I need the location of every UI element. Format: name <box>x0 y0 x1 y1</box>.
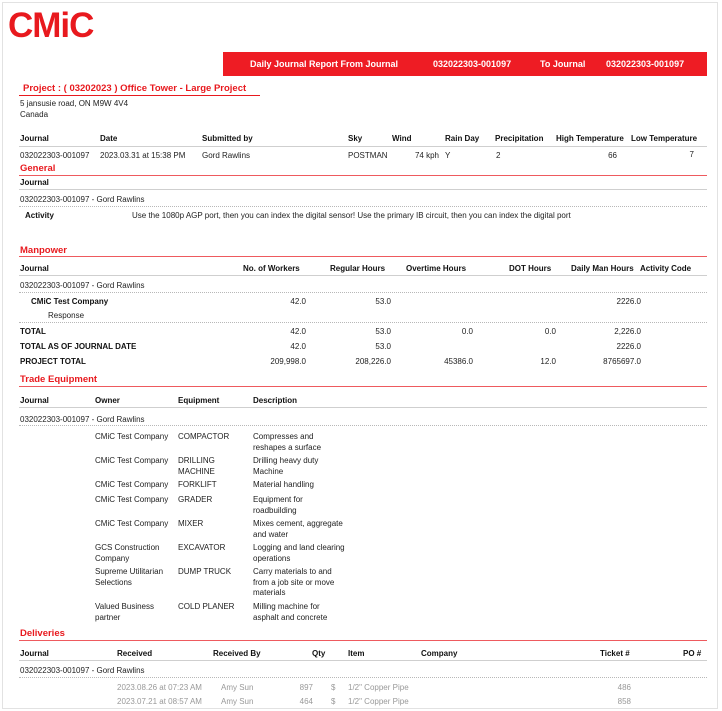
section-title-trade-equipment: Trade Equipment <box>20 374 98 385</box>
general-header-divider <box>19 189 707 190</box>
manpower-total-as-of-daily: 2226.0 <box>616 342 641 351</box>
manpower-project-total-overtime: 45386.0 <box>444 357 473 366</box>
section-title-general: General <box>20 163 56 174</box>
summary-header-sky: Sky <box>348 134 363 143</box>
summary-header-precipitation: Precipitation <box>495 134 544 143</box>
equipment-owner: CMiC Test Company <box>95 432 169 441</box>
manpower-company-regular: 53.0 <box>375 297 391 306</box>
equipment-name: COLD PLANER <box>178 602 235 611</box>
equipment-description: Mixes cement, aggregate and water <box>253 519 343 539</box>
manpower-total-as-of-label: TOTAL AS OF JOURNAL DATE <box>20 342 137 351</box>
report-banner <box>223 52 707 76</box>
project-title: Project : ( 03202023 ) Office Tower - Large Project <box>23 83 247 94</box>
manpower-header-regular: Regular Hours <box>330 264 386 273</box>
manpower-company-divider <box>19 322 707 323</box>
deliveries-header-po: PO # <box>683 649 702 658</box>
banner-from-label: Daily Journal Report From Journal <box>250 59 399 69</box>
summary-submitted-by: Gord Rawlins <box>202 151 251 160</box>
equipment-description: Equipment for roadbuilding <box>253 495 303 515</box>
equipment-header-journal: Journal <box>20 396 49 405</box>
project-address: 5 jansusie road, ON M9W 4V4 <box>20 99 129 108</box>
deliveries-header-journal: Journal <box>20 649 49 658</box>
equipment-name: GRADER <box>178 495 213 504</box>
manpower-header-journal: Journal <box>20 264 49 273</box>
manpower-company-workers: 42.0 <box>290 297 306 306</box>
manpower-project-total-regular: 208,226.0 <box>355 357 391 366</box>
equipment-owner: Valued Business partner <box>95 602 154 622</box>
manpower-project-total-workers: 209,998.0 <box>270 357 306 366</box>
general-journal-ref: 032022303-001097 - Gord Rawlins <box>20 195 145 204</box>
delivery-item: 1/2" Copper Pipe <box>348 683 409 692</box>
section-title-deliveries: Deliveries <box>20 628 65 639</box>
equipment-description: Compresses and reshapes a surface <box>253 432 322 452</box>
equipment-name: EXCAVATOR <box>178 543 226 552</box>
equipment-owner: GCS Construction Company <box>95 543 160 563</box>
equipment-name: FORKLIFT <box>178 480 217 489</box>
banner-to-label: To Journal <box>540 59 586 69</box>
summary-header-wind: Wind <box>392 134 412 143</box>
equipment-name: COMPACTOR <box>178 432 230 441</box>
equipment-description: Carry materials to and from a job site or move materials <box>253 567 335 597</box>
delivery-ticket: 486 <box>617 683 631 692</box>
equipment-description: Material handling <box>253 480 314 489</box>
project-title-underline <box>19 95 260 96</box>
delivery-received: 2023.07.21 at 08:57 AM <box>117 697 202 706</box>
delivery-item: 1/2" Copper Pipe <box>348 697 409 706</box>
manpower-company-name: CMiC Test Company <box>31 297 109 306</box>
equipment-dotted-divider <box>19 425 707 426</box>
summary-header-low-temperature: Low Temperature <box>631 134 698 143</box>
manpower-header-divider <box>19 275 707 276</box>
manpower-total-as-of-regular: 53.0 <box>375 342 391 351</box>
manpower-section-rule <box>19 256 707 257</box>
equipment-header-description: Description <box>253 396 298 405</box>
delivery-received-by: Amy Sun <box>221 683 254 692</box>
equipment-name: DUMP TRUCK <box>178 567 232 576</box>
deliveries-journal-ref: 032022303-001097 - Gord Rawlins <box>20 666 145 675</box>
manpower-total-workers: 42.0 <box>290 327 306 336</box>
equipment-header-divider <box>19 407 707 408</box>
trade-equipment-section-rule <box>19 386 707 387</box>
summary-header-submitted-by: Submitted by <box>202 134 253 143</box>
equipment-name: MIXER <box>178 519 204 528</box>
equipment-owner: CMiC Test Company <box>95 480 169 489</box>
banner-to-value: 032022303-001097 <box>606 59 685 69</box>
deliveries-header-ticket: Ticket # <box>600 649 630 658</box>
delivery-ticket: 858 <box>617 697 631 706</box>
summary-rain-day: Y <box>445 151 451 160</box>
summary-precipitation: 2 <box>496 151 501 160</box>
banner-from-value: 032022303-001097 <box>433 59 512 69</box>
manpower-total-regular: 53.0 <box>375 327 391 336</box>
summary-date: 2023.03.31 at 15:38 PM <box>100 151 186 160</box>
equipment-description: Milling machine for asphalt and concrete <box>253 602 328 622</box>
manpower-project-total-daily: 8765697.0 <box>603 357 641 366</box>
summary-low-temperature: 7 <box>689 150 694 159</box>
cmic-logo: CMiC <box>8 6 94 45</box>
deliveries-header-item: Item <box>348 649 365 658</box>
delivery-received: 2023.08.26 at 07:23 AM <box>117 683 202 692</box>
manpower-total-label: TOTAL <box>20 327 46 336</box>
manpower-total-as-of-workers: 42.0 <box>290 342 306 351</box>
equipment-header-equipment: Equipment <box>178 396 220 405</box>
summary-journal: 032022303-001097 <box>20 151 90 160</box>
equipment-name: DRILLING MACHINE <box>178 456 215 476</box>
summary-header-divider <box>19 146 707 147</box>
manpower-project-total-dot: 12.0 <box>540 357 556 366</box>
general-activity-label: Activity <box>25 211 54 220</box>
manpower-header-workers: No. of Workers <box>243 264 300 273</box>
equipment-owner: CMiC Test Company <box>95 519 169 528</box>
general-dotted-divider <box>19 206 707 207</box>
summary-high-temperature: 66 <box>608 151 617 160</box>
delivery-unit: $ <box>331 683 336 692</box>
general-section-rule <box>19 175 707 176</box>
manpower-header-overtime: Overtime Hours <box>406 264 467 273</box>
summary-wind: 74 kph <box>414 151 439 160</box>
section-title-manpower: Manpower <box>20 245 67 256</box>
delivery-unit: $ <box>331 697 336 706</box>
deliveries-header-company: Company <box>421 649 458 658</box>
delivery-received-by: Amy Sun <box>221 697 254 706</box>
summary-header-high-temperature: High Temperature <box>556 134 624 143</box>
equipment-journal-ref: 032022303-001097 - Gord Rawlins <box>20 415 145 424</box>
summary-header-journal: Journal <box>20 134 49 143</box>
equipment-owner: CMiC Test Company <box>95 495 169 504</box>
general-activity-text: Use the 1080p AGP port, then you can index the digital sensor! Use the primary IB circuit, then you can index the digital port <box>132 211 571 220</box>
manpower-company-response: Response <box>48 311 85 320</box>
manpower-header-activity-code: Activity Code <box>640 264 692 273</box>
deliveries-dotted-divider <box>19 677 707 678</box>
manpower-total-overtime: 0.0 <box>461 327 473 336</box>
equipment-description: Drilling heavy duty Machine <box>253 456 319 476</box>
manpower-journal-ref: 032022303-001097 - Gord Rawlins <box>20 281 145 290</box>
equipment-description: Logging and land clearing operations <box>253 543 345 563</box>
manpower-total-daily: 2,226.0 <box>614 327 641 336</box>
deliveries-section-rule <box>19 640 707 641</box>
delivery-qty: 897 <box>299 683 313 692</box>
manpower-project-total-label: PROJECT TOTAL <box>20 357 86 366</box>
manpower-company-daily: 2226.0 <box>616 297 641 306</box>
deliveries-header-qty: Qty <box>312 649 326 658</box>
general-header-journal: Journal <box>20 178 49 187</box>
equipment-owner: Supreme Utilitarian Selections <box>95 567 164 587</box>
equipment-header-owner: Owner <box>95 396 120 405</box>
summary-header-rain-day: Rain Day <box>445 134 480 143</box>
summary-header-date: Date <box>100 134 118 143</box>
deliveries-header-received-by: Received By <box>213 649 261 658</box>
manpower-header-daily: Daily Man Hours <box>571 264 634 273</box>
manpower-header-dot: DOT Hours <box>509 264 552 273</box>
manpower-dotted-divider <box>19 292 707 293</box>
project-country: Canada <box>20 110 49 119</box>
equipment-owner: CMiC Test Company <box>95 456 169 465</box>
deliveries-header-divider <box>19 660 707 661</box>
manpower-total-dot: 0.0 <box>544 327 556 336</box>
delivery-qty: 464 <box>299 697 313 706</box>
deliveries-header-received: Received <box>117 649 153 658</box>
summary-sky: POSTMAN <box>348 151 388 160</box>
